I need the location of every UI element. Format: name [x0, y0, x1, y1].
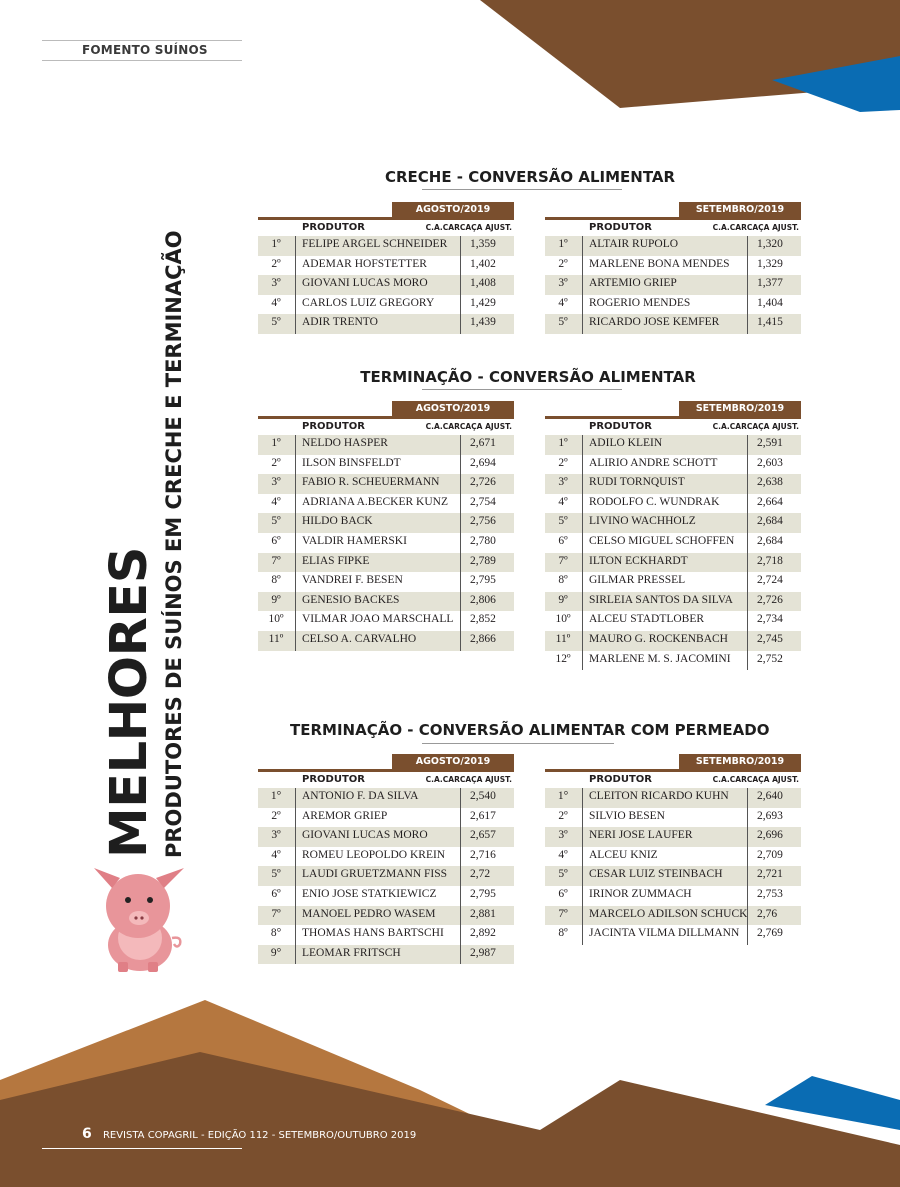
table-row — [545, 295, 801, 315]
table-row — [258, 631, 514, 651]
rank: 3º — [558, 829, 568, 842]
section-title-terminacao: TERMINAÇÃO - CONVERSÃO ALIMENTAR — [360, 368, 696, 386]
column-header-produtor: PRODUTOR — [589, 222, 652, 233]
rank: 6º — [271, 534, 281, 547]
rank: 4º — [271, 848, 281, 861]
section-tag: FOMENTO SUÍNOS — [82, 43, 208, 57]
producer-name: FELIPE ARGEL SCHNEIDER — [302, 238, 448, 250]
table-row — [545, 455, 801, 475]
producer-name: CELSO A. CARVALHO — [302, 632, 417, 645]
table-row — [258, 788, 514, 808]
ca-value: 1,404 — [757, 296, 783, 309]
producer-name: SIRLEIA SANTOS DA SILVA — [589, 593, 733, 606]
rank: 6º — [558, 887, 568, 900]
producer-name: LIVINO WACHHOLZ — [589, 515, 696, 528]
producer-name: MAURO G. ROCKENBACH — [589, 632, 728, 645]
producer-name: ADRIANA A.BECKER KUNZ — [302, 495, 448, 508]
producer-name: ENIO JOSE STATKIEWICZ — [302, 887, 437, 900]
rank: 6º — [271, 887, 281, 900]
ca-value: 2,76 — [757, 907, 778, 920]
rank: 3º — [271, 277, 281, 290]
ca-value: 2,795 — [470, 574, 496, 587]
ca-value: 2,726 — [757, 593, 783, 606]
ca-value: 2,752 — [757, 652, 783, 665]
table-row — [258, 455, 514, 475]
table-header — [545, 419, 801, 435]
table-row — [545, 866, 801, 886]
rank: 9° — [270, 946, 282, 959]
ca-value: 2,664 — [757, 495, 783, 508]
ca-value: 1,320 — [757, 238, 783, 250]
ca-value: 2,718 — [757, 554, 783, 567]
producer-name: ROGERIO MENDES — [589, 296, 691, 309]
producer-name: ANTONIO F. DA SILVA — [302, 790, 419, 802]
table-row — [545, 553, 801, 573]
ca-value: 2,684 — [757, 534, 783, 547]
rank: 8º — [558, 574, 568, 587]
table-row — [258, 256, 514, 276]
producer-name: GIOVANI LUCAS MORO — [302, 277, 428, 290]
page-number: 6 — [82, 1126, 92, 1142]
table-terminacao-agosto — [258, 403, 514, 651]
ca-value: 1,329 — [757, 257, 783, 270]
ca-value: 2,617 — [470, 809, 496, 822]
header-rule-top — [42, 40, 242, 41]
table-row — [258, 866, 514, 886]
month-label: SETEMBRO/2019 — [679, 401, 801, 416]
month-label: SETEMBRO/2019 — [679, 754, 801, 769]
rank: 1° — [557, 790, 569, 802]
table-row — [258, 474, 514, 494]
ca-value: 2,724 — [757, 574, 783, 587]
producer-name: GENESIO BACKES — [302, 593, 400, 606]
producer-name: ALIRIO ANDRE SCHOTT — [589, 456, 718, 469]
rank: 4º — [271, 495, 281, 508]
table-row — [258, 847, 514, 867]
column-divider — [747, 236, 748, 334]
column-header-ca: C.A.CARCAÇA AJUST. — [712, 775, 799, 784]
rank: 5º — [271, 868, 281, 881]
rank: 2º — [271, 456, 281, 469]
ca-value: 2,540 — [470, 790, 496, 802]
producer-name: ILSON BINSFELDT — [302, 456, 401, 469]
column-divider — [295, 435, 296, 651]
month-label: AGOSTO/2019 — [392, 202, 514, 217]
ca-value: 1,402 — [470, 257, 496, 270]
producer-name: ALTAIR RUPOLO — [589, 238, 679, 250]
ca-value: 2,72 — [470, 868, 491, 881]
rank: 3º — [558, 476, 568, 489]
rank: 7º — [558, 907, 568, 920]
ca-value: 2,780 — [470, 534, 496, 547]
ca-value: 2,806 — [470, 593, 496, 606]
table-row — [545, 236, 801, 256]
table-terminacao-setembro — [545, 403, 801, 670]
ca-value: 1,359 — [470, 238, 496, 250]
table-row — [258, 572, 514, 592]
producer-name: ADILO KLEIN — [589, 437, 663, 449]
rank: 5º — [558, 316, 568, 329]
column-divider — [582, 435, 583, 670]
rank: 3º — [271, 829, 281, 842]
table-row — [258, 827, 514, 847]
rank: 2º — [271, 257, 281, 270]
rank: 5º — [558, 515, 568, 528]
rank: 1° — [270, 790, 282, 802]
rank: 8° — [270, 927, 282, 940]
ca-value: 1,439 — [470, 316, 496, 329]
producer-name: GILMAR PRESSEL — [589, 574, 686, 587]
rank: 5º — [271, 316, 281, 329]
rank: 3º — [271, 476, 281, 489]
table-creche-setembro — [545, 204, 801, 334]
table-header — [545, 772, 801, 788]
ca-value: 2,696 — [757, 829, 783, 842]
producer-name: THOMAS HANS BARTSCHI — [302, 927, 444, 940]
ca-value: 2,657 — [470, 829, 496, 842]
producer-name: ADIR TRENTO — [302, 316, 378, 329]
producer-name: IRINOR ZUMMACH — [589, 887, 692, 900]
column-header-ca: C.A.CARCAÇA AJUST. — [712, 422, 799, 431]
producer-name: SILVIO BESEN — [589, 809, 665, 822]
header-rule-bottom — [42, 60, 242, 61]
ca-value: 2,671 — [470, 437, 496, 449]
ca-value: 2,852 — [470, 613, 496, 626]
producer-name: RICARDO JOSE KEMFER — [589, 316, 720, 329]
ca-value: 2,709 — [757, 848, 783, 861]
section-rule — [422, 389, 622, 390]
column-header-produtor: PRODUTOR — [302, 222, 365, 233]
rank: 9º — [558, 593, 568, 606]
section-title-creche: CRECHE - CONVERSÃO ALIMENTAR — [384, 168, 676, 186]
producer-name: CELSO MIGUEL SCHOFFEN — [589, 534, 735, 547]
rank: 5º — [558, 868, 568, 881]
rank: 10º — [268, 613, 284, 626]
ca-value: 2,987 — [470, 946, 496, 959]
column-divider — [747, 788, 748, 945]
ca-value: 2,716 — [470, 848, 496, 861]
table-row — [545, 906, 801, 926]
table-row — [258, 494, 514, 514]
rank: 3º — [558, 277, 568, 290]
table-row — [545, 256, 801, 276]
table-row — [258, 886, 514, 906]
rank: 10º — [555, 613, 571, 626]
table-row — [258, 533, 514, 553]
ca-value: 2,753 — [757, 887, 783, 900]
table-row — [258, 513, 514, 533]
table-header — [258, 419, 514, 435]
producer-name: CARLOS LUIZ GREGORY — [302, 296, 435, 309]
producer-name: AREMOR GRIEP — [302, 809, 388, 822]
rank: 4º — [558, 495, 568, 508]
rank: 12º — [555, 652, 571, 665]
column-divider — [295, 236, 296, 334]
ca-value: 2,693 — [757, 809, 783, 822]
ca-value: 2,721 — [757, 868, 783, 881]
producer-name: ADEMAR HOFSTETTER — [302, 257, 427, 270]
ca-value: 1,415 — [757, 316, 783, 329]
ca-value: 2,754 — [470, 495, 496, 508]
pig-icon — [88, 860, 188, 972]
table-header — [545, 220, 801, 236]
producer-name: ALCEU STADTLOBER — [589, 613, 705, 626]
producer-name: VANDREI F. BESEN — [302, 574, 403, 587]
table-row — [545, 925, 801, 945]
ca-value: 2,795 — [470, 887, 496, 900]
producer-name: RODOLFO C. WUNDRAK — [589, 495, 720, 508]
producer-name: ROMEU LEOPOLDO KREIN — [302, 848, 446, 861]
producer-name: JACINTA VILMA DILLMANN — [589, 927, 740, 940]
producer-name: ELIAS FIPKE — [302, 554, 370, 567]
table-row — [258, 275, 514, 295]
column-divider — [582, 236, 583, 334]
rank: 8º — [271, 574, 281, 587]
month-label: AGOSTO/2019 — [392, 401, 514, 416]
bottom-dark-brown-shape — [0, 1052, 900, 1187]
ca-value: 2,769 — [757, 927, 783, 940]
column-header-produtor: PRODUTOR — [589, 421, 652, 432]
rank: 2º — [558, 257, 568, 270]
column-header-ca: C.A.CARCAÇA AJUST. — [425, 223, 512, 232]
rank: 2º — [558, 809, 568, 822]
table-creche-agosto — [258, 204, 514, 334]
rank: 4º — [558, 848, 568, 861]
column-divider — [460, 788, 461, 964]
footer-text: REVISTA COPAGRIL - EDIÇÃO 112 - SETEMBRO/OUTUBRO 2019 — [102, 1130, 417, 1141]
producer-name: ILTON ECKHARDT — [589, 554, 688, 567]
rank: 6º — [558, 534, 568, 547]
table-row — [258, 553, 514, 573]
table-row — [545, 847, 801, 867]
ca-value: 2,734 — [757, 613, 783, 626]
section-rule — [422, 743, 614, 744]
rank: 1º — [271, 238, 281, 250]
ca-value: 2,694 — [470, 456, 496, 469]
rank: 8º — [558, 927, 568, 940]
rank: 7º — [558, 554, 568, 567]
ca-value: 2,684 — [757, 515, 783, 528]
ca-value: 2,745 — [757, 632, 783, 645]
column-divider — [582, 788, 583, 945]
table-row — [545, 808, 801, 828]
month-label: SETEMBRO/2019 — [679, 202, 801, 217]
table-row — [258, 925, 514, 945]
table-row — [258, 945, 514, 965]
column-header-produtor: PRODUTOR — [302, 421, 365, 432]
producer-name: LAUDI GRUETZMANN FISS — [302, 868, 448, 881]
producer-name: LEOMAR FRITSCH — [302, 946, 401, 959]
producer-name: MARLENE BONA MENDES — [589, 257, 730, 270]
month-label: AGOSTO/2019 — [392, 754, 514, 769]
rank: 9º — [271, 593, 281, 606]
table-row — [545, 788, 801, 808]
producer-name: MARLENE M. S. JACOMINI — [589, 652, 731, 665]
ca-value: 2,789 — [470, 554, 496, 567]
column-header-produtor: PRODUTOR — [302, 774, 365, 785]
rank: 11º — [268, 632, 284, 645]
table-row — [258, 611, 514, 631]
rank: 2º — [271, 809, 281, 822]
ca-value: 2,756 — [470, 515, 496, 528]
ca-value: 2,603 — [757, 456, 783, 469]
section-title-permeado: TERMINAÇÃO - CONVERSÃO ALIMENTAR COM PERMEADO — [290, 721, 770, 739]
table-row — [258, 808, 514, 828]
ca-value: 2,638 — [757, 476, 783, 489]
table-row — [545, 474, 801, 494]
table-row — [545, 886, 801, 906]
producer-name: HILDO BACK — [302, 515, 373, 528]
footer-rule — [42, 1148, 242, 1149]
table-row — [545, 572, 801, 592]
table-header — [258, 220, 514, 236]
producer-name: CLEITON RICARDO KUHN — [589, 790, 729, 802]
table-row — [545, 611, 801, 631]
rank: 1º — [558, 437, 568, 449]
rank: 2º — [558, 456, 568, 469]
column-divider — [747, 435, 748, 670]
rank: 4º — [271, 296, 281, 309]
producer-name: NELDO HASPER — [302, 437, 388, 449]
producer-name: MARCELO ADILSON SCHUCK — [589, 907, 748, 920]
table-header — [258, 772, 514, 788]
table-row — [258, 314, 514, 334]
ca-value: 2,881 — [470, 907, 496, 920]
column-divider — [460, 236, 461, 334]
table-row — [545, 592, 801, 612]
rank: 11º — [555, 632, 571, 645]
rank: 1º — [271, 437, 281, 449]
rank: 7º — [271, 554, 281, 567]
table-row — [545, 435, 801, 455]
table-row — [545, 513, 801, 533]
ca-value: 1,377 — [757, 277, 783, 290]
table-row — [545, 651, 801, 671]
footer — [82, 1126, 416, 1142]
table-row — [258, 906, 514, 926]
rank: 7º — [271, 907, 281, 920]
producer-name: FABIO R. SCHEUERMANN — [302, 476, 440, 489]
title-subtitle: PRODUTORES DE SUÍNOS EM CRECHE E TERMINAÇÃO — [162, 230, 186, 858]
producer-name: VALDIR HAMERSKI — [302, 534, 407, 547]
column-header-produtor: PRODUTOR — [589, 774, 652, 785]
column-header-ca: C.A.CARCAÇA AJUST. — [425, 775, 512, 784]
producer-name: ALCEU KNIZ — [589, 848, 658, 861]
rank: 1º — [558, 238, 568, 250]
column-divider — [460, 435, 461, 651]
table-row — [545, 275, 801, 295]
rank: 4º — [558, 296, 568, 309]
section-rule — [422, 189, 622, 190]
table-permeado-agosto — [258, 756, 514, 964]
producer-name: RUDI TORNQUIST — [589, 476, 685, 489]
ca-value: 2,640 — [757, 790, 783, 802]
ca-value: 2,726 — [470, 476, 496, 489]
table-row — [545, 494, 801, 514]
table-row — [258, 236, 514, 256]
table-row — [545, 631, 801, 651]
column-divider — [295, 788, 296, 964]
table-row — [258, 295, 514, 315]
producer-name: MANOEL PEDRO WASEM — [302, 907, 436, 920]
column-header-ca: C.A.CARCAÇA AJUST. — [712, 223, 799, 232]
title-melhores: MELHORES — [100, 547, 159, 858]
table-row — [545, 827, 801, 847]
table-row — [258, 435, 514, 455]
column-header-ca: C.A.CARCAÇA AJUST. — [425, 422, 512, 431]
table-row — [545, 314, 801, 334]
producer-name: GIOVANI LUCAS MORO — [302, 829, 428, 842]
producer-name: VILMAR JOAO MARSCHALL — [302, 613, 454, 626]
ca-value: 1,429 — [470, 296, 496, 309]
ca-value: 2,591 — [757, 437, 783, 449]
table-row — [545, 533, 801, 553]
producer-name: NERI JOSE LAUFER — [589, 829, 693, 842]
ca-value: 2,892 — [470, 927, 496, 940]
producer-name: ARTEMIO GRIEP — [589, 277, 677, 290]
table-permeado-setembro — [545, 756, 801, 945]
ca-value: 1,408 — [470, 277, 496, 290]
producer-name: CESAR LUIZ STEINBACH — [589, 868, 723, 881]
ca-value: 2,866 — [470, 632, 496, 645]
rank: 5º — [271, 515, 281, 528]
table-row — [258, 592, 514, 612]
